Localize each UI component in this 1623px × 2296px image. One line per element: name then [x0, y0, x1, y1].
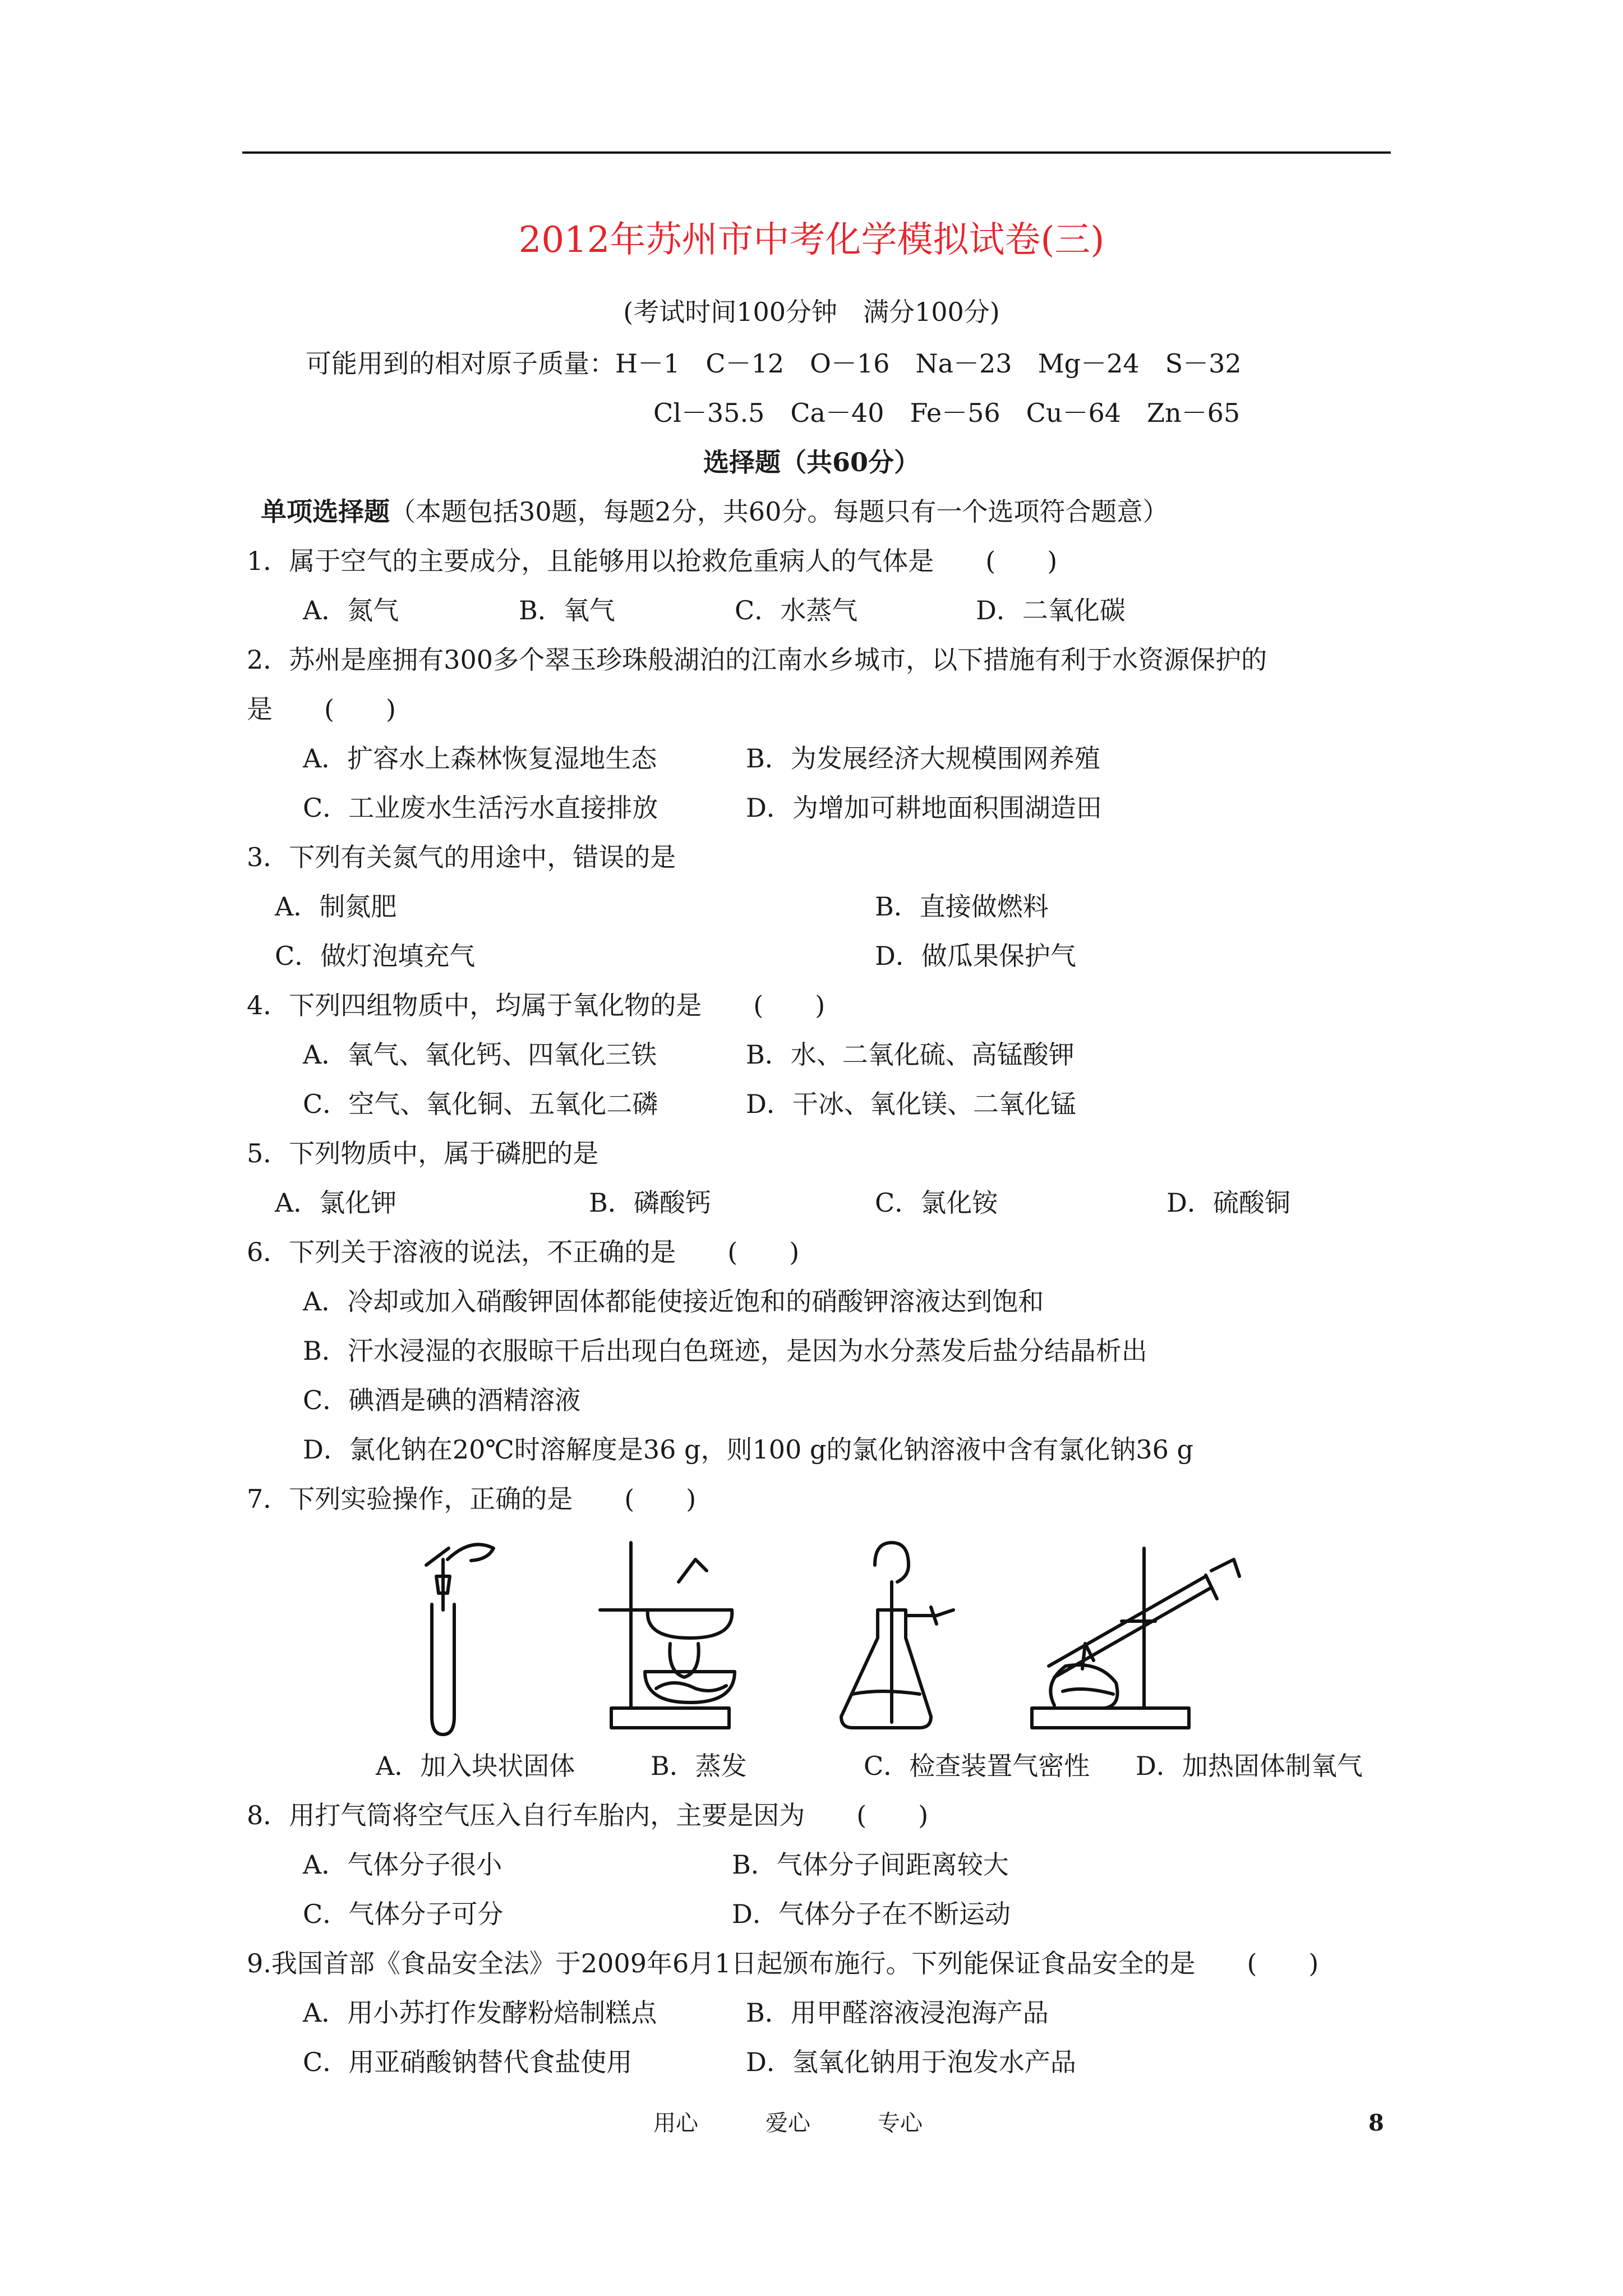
q7-option-b: B．蒸发: [651, 1751, 747, 1781]
instruction-text: （本题包括30题，每题2分，共60分。每题只有一个选项符合题意）: [390, 496, 1169, 527]
q6-option-d: D．氯化钠在20℃时溶解度是36 g，则100 g的氯化钠溶液中含有氯化钠36 g: [303, 1434, 1193, 1465]
q8-option-b: B．气体分子间距离较大: [732, 1849, 1009, 1880]
q2-stem-cont: 是 ( ): [247, 694, 396, 724]
q1-option-c: C．水蒸气: [735, 595, 858, 625]
q6-stem: 6．下列关于溶液的说法，不正确的是 ( ): [247, 1237, 800, 1267]
q4-option-a: A．氧气、氧化钙、四氧化三铁: [303, 1039, 657, 1070]
q7-option-d: D．加热固体制氧气: [1136, 1751, 1363, 1781]
q3-option-a: A．制氮肥: [275, 891, 397, 922]
q9-option-d: D．氢氧化钠用于泡发水产品: [746, 2047, 1076, 2077]
q4-option-d: D．干冰、氧化镁、二氧化锰: [746, 1089, 1076, 1119]
q6-option-c: C．碘酒是碘的酒精溶液: [303, 1385, 581, 1415]
q6-option-b: B．汗水浸湿的衣服晾干后出现白色斑迹，是因为水分蒸发后盐分结晶析出: [303, 1336, 1147, 1366]
q8-option-a: A．气体分子很小: [303, 1849, 502, 1880]
q2-stem: 2．苏州是座拥有300多个翠玉珍珠般湖泊的江南水乡城市，以下措施有利于水资源保护的: [247, 645, 1267, 675]
atomic-mass-line-2: Cl－35.5 Ca－40 Fe－56 Cu－64 Zn－65: [653, 398, 1241, 428]
section-title: 选择题（共60分）: [703, 447, 920, 477]
section-instruction: [261, 495, 1168, 528]
q1-option-a: A．氮气: [303, 595, 399, 625]
test-tube-figure: [426, 1544, 494, 1734]
q8-stem: 8．用打气筒将空气压入自行车胎内，主要是因为 ( ): [247, 1800, 929, 1830]
q2-option-a: A．扩容水上森林恢复湿地生态: [303, 743, 657, 774]
q2-option-b: B．为发展经济大规模围网养殖: [746, 743, 1100, 774]
instruction-label: 单项选择题: [261, 496, 390, 527]
header-rule: [242, 151, 1391, 154]
q1-option-d: D．二氧化碳: [976, 595, 1126, 625]
q4-option-b: B．水、二氧化硫、高锰酸钾: [746, 1039, 1075, 1070]
page-number: 8: [1368, 2110, 1384, 2136]
q8-option-c: C．气体分子可分: [303, 1899, 504, 1929]
airtightness-check-figure: [841, 1543, 953, 1728]
exam-info: (考试时间100分钟 满分100分): [623, 297, 1000, 327]
q7-apparatus-figures: [0, 1526, 1623, 1745]
q5-option-d: D．硫酸铜: [1166, 1188, 1290, 1218]
atomic-mass-line-1: 可能用到的相对原子质量：H－1 C－12 O－16 Na－23 Mg－24 S－32: [306, 348, 1242, 379]
footer-motto-2: 爱心: [766, 2110, 810, 2136]
footer-motto-1: 用心: [653, 2110, 698, 2136]
q4-option-c: C．空气、氧化铜、五氧化二磷: [303, 1089, 658, 1119]
q7-option-a: A．加入块状固体: [376, 1751, 575, 1781]
q3-option-b: B．直接做燃料: [875, 891, 1049, 922]
q1-option-b: B．氧气: [519, 595, 615, 625]
q9-option-a: A．用小苏打作发酵粉焙制糕点: [303, 1998, 657, 2028]
q3-option-c: C．做灯泡填充气: [275, 941, 476, 971]
q9-option-b: B．用甲醛溶液浸泡海产品: [746, 1998, 1049, 2028]
q8-option-d: D．气体分子在不断运动: [732, 1899, 1011, 1929]
q5-stem: 5．下列物质中，属于磷肥的是: [247, 1138, 599, 1168]
evaporation-figure: [600, 1543, 735, 1728]
q3-option-d: D．做瓜果保护气: [875, 941, 1076, 971]
footer-motto-3: 专心: [878, 2110, 923, 2136]
page-title: 2012年苏州市中考化学模拟试卷(三): [518, 219, 1105, 261]
q2-option-d: D．为增加可耕地面积围湖造田: [746, 793, 1102, 823]
heating-solid-figure: [1032, 1548, 1239, 1728]
q6-option-a: A．冷却或加入硝酸钾固体都能使接近饱和的硝酸钾溶液达到饱和: [303, 1286, 1044, 1317]
q5-option-b: B．磷酸钙: [589, 1188, 711, 1218]
q2-option-c: C．工业废水生活污水直接排放: [303, 793, 658, 823]
q5-option-a: A．氯化钾: [275, 1188, 397, 1218]
q9-stem: 9.我国首部《食品安全法》于2009年6月1日起颁布施行。下列能保证食品安全的是 ( ): [247, 1948, 1319, 1978]
q1-stem: 1．属于空气的主要成分，且能够用以抢救危重病人的气体是 ( ): [247, 546, 1058, 576]
q7-option-c: C．检查装置气密性: [864, 1751, 1090, 1781]
q3-stem: 3．下列有关氮气的用途中，错误的是: [247, 842, 676, 872]
q4-stem: 4．下列四组物质中，均属于氧化物的是 ( ): [247, 990, 826, 1020]
q5-option-c: C．氯化铵: [875, 1188, 998, 1218]
q7-stem: 7．下列实验操作，正确的是 ( ): [247, 1484, 697, 1514]
q9-option-c: C．用亚硝酸钠替代食盐使用: [303, 2047, 633, 2077]
